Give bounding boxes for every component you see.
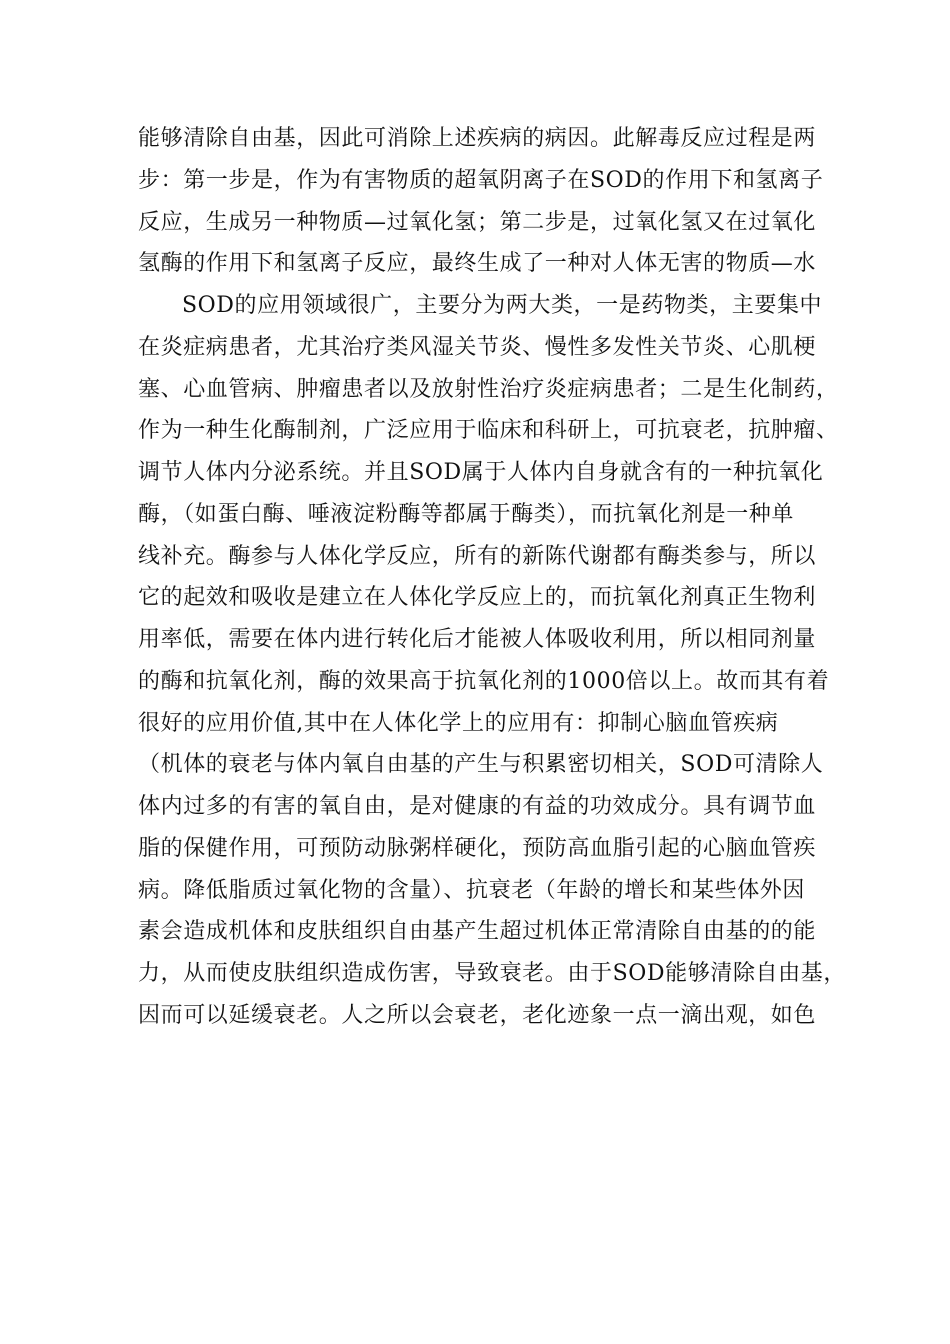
text-line: 酶，（如蛋白酶、唾液淀粉酶等都属于酶类），而抗氧化剂是一种单 (138, 501, 795, 527)
text-line: 调节人体内分泌系统。并且SOD属于人体内自身就含有的一种抗氧化 (138, 460, 824, 485)
text-line: SOD的应用领域很广，主要分为两大类，一是药物类，主要集中 (182, 293, 823, 318)
text-line: 因而可以延缓衰老。人之所以会衰老，老化迹象一点一滴出观，如色 (138, 1002, 817, 1028)
text-line: 反应，生成另一种物质—过氧化氢；第二步是，过氧化氢又在过氧化 (138, 209, 817, 235)
text-line: 作为一种生化酶制剂，广泛应用于临床和科研上，可抗衰老，抗肿瘤、 (138, 418, 839, 444)
text-line: 很好的应用价值,其中在人体化学上的应用有：抑制心脑血管疾病 (138, 710, 779, 736)
text-line: 病。降低脂质过氧化物的含量）、抗衰老（年龄的增长和某些体外因 (138, 877, 806, 903)
text-line: 在炎症病患者，尤其治疗类风湿关节炎、慢性多发性关节炎、心肌梗 (138, 334, 817, 360)
text-line: 力，从而使皮肤组织造成伤害，导致衰老。由于SOD能够清除自由基， (138, 961, 846, 986)
text-line: 素会造成机体和皮肤组织自由基产生超过机体正常清除自由基的的能 (138, 919, 817, 945)
text-line: 体内过多的有害的氧自由，是对健康的有益的功效成分。具有调节血 (138, 794, 817, 819)
text-line: 步：第一步是，作为有害物质的超氧阴离子在SOD的作用下和氢离子 (138, 167, 824, 193)
paragraph (138, 285, 846, 1037)
text-line: 的酶和抗氧化剂，酶的效果高于抗氧化剂的1000倍以上。故而其有着 (138, 668, 830, 694)
text-line: 塞、心血管病、肿瘤患者以及放射性治疗炎症病患者；二是生化制药， (138, 376, 839, 402)
text-line: 线补充。酶参与人体化学反应，所有的新陈代谢都有酶类参与，所以 (138, 543, 817, 569)
body-text (138, 118, 846, 1037)
text-line: 它的起效和吸收是建立在人体化学反应上的，而抗氧化剂真正生物利 (138, 585, 817, 611)
text-line: 氢酶的作用下和氢离子反应，最终生成了一种对人体无害的物质—水 (138, 251, 817, 277)
paragraph (138, 118, 828, 285)
text-line: 能够清除自由基，因此可消除上述疾病的病因。此解毒反应过程是两 (138, 126, 817, 151)
text-line: 脂的保健作用，可预防动脉粥样硬化，预防高血脂引起的心脑血管疾 (138, 835, 817, 861)
text-line: （机体的衰老与体内氧自由基的产生与积累密切相关，SOD可清除人 (138, 752, 824, 778)
text-line: 用率低，需要在体内进行转化后才能被人体吸收利用，所以相同剂量 (138, 627, 817, 652)
